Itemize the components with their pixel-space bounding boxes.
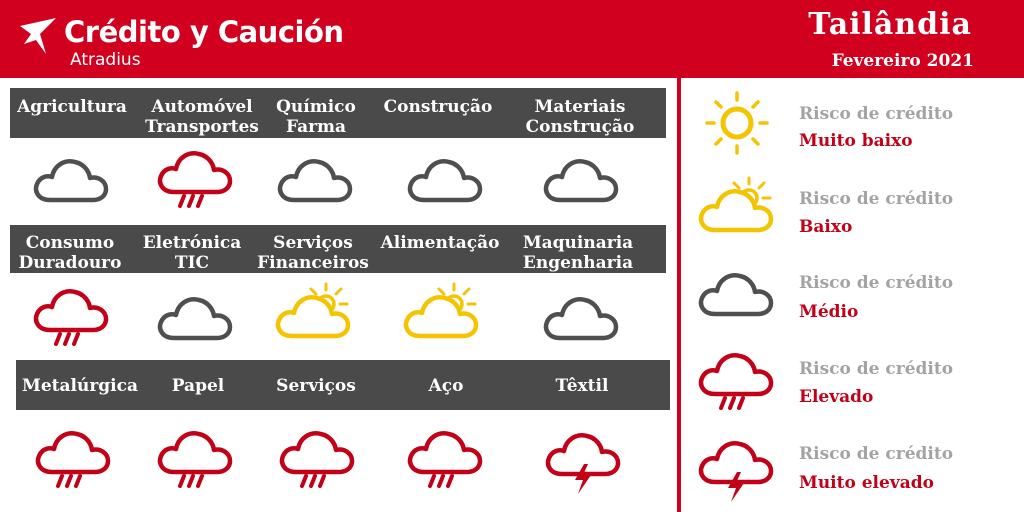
vertical-divider: [677, 78, 681, 512]
legend-value: Médio: [799, 302, 859, 322]
sector-label: Agricultura: [17, 97, 127, 117]
rain-cloud-icon: [697, 346, 777, 412]
brand-name: Crédito y Caución: [64, 15, 344, 49]
cloud-icon: [542, 284, 622, 350]
legend-label: Risco de crédito: [799, 104, 954, 124]
sector-label: Construção: [383, 97, 493, 117]
sun-cloud-icon: [274, 278, 354, 344]
rain-cloud-icon: [32, 282, 112, 348]
sector-label: Consumo Duradouro: [18, 233, 122, 273]
rain-cloud-icon: [34, 424, 114, 490]
legend-value: Muito baixo: [799, 131, 913, 151]
sector-label: Eletrónica TIC: [142, 233, 242, 273]
country-title: Tailândia: [808, 7, 972, 42]
sector-label: Serviços Financeiros: [257, 233, 369, 273]
cloud-icon: [697, 260, 777, 326]
rain-cloud-icon: [406, 424, 486, 490]
cloud-icon: [542, 146, 622, 212]
report-date: Fevereiro 2021: [831, 51, 974, 71]
header-bar: [0, 0, 1024, 78]
sector-label: Alimentação: [380, 233, 500, 253]
sector-label: Maquinaria Engenharia: [522, 233, 634, 273]
cloud-icon: [32, 146, 112, 212]
legend-label: Risco de crédito: [799, 444, 954, 464]
sun-cloud-icon: [697, 172, 777, 238]
sector-label: Têxtil: [555, 376, 609, 396]
legend-value: Elevado: [799, 387, 874, 407]
sector-label: Materiais Construção: [525, 97, 635, 137]
cloud-icon: [276, 146, 356, 212]
cloud-icon: [406, 146, 486, 212]
sector-label: Papel: [171, 376, 225, 396]
legend-value: Baixo: [799, 217, 853, 237]
legend-label: Risco de crédito: [799, 359, 954, 379]
sector-label: Metalúrgica: [22, 376, 138, 396]
rain-cloud-icon: [156, 424, 236, 490]
legend-label: Risco de crédito: [799, 189, 954, 209]
sector-label: Automóvel Transportes: [145, 97, 259, 137]
sun-cloud-icon: [402, 278, 482, 344]
legend-label: Risco de crédito: [799, 273, 954, 293]
sun-icon: [697, 90, 777, 156]
brand-subtitle: Atradius: [70, 50, 141, 70]
sector-label: Aço: [428, 376, 464, 396]
sector-label: Químico Farma: [276, 97, 356, 137]
sector-label: Serviços: [276, 376, 356, 396]
rain-cloud-icon: [156, 144, 236, 210]
cloud-icon: [156, 284, 236, 350]
storm-cloud-icon: [544, 428, 624, 494]
atradius-logo-icon: [16, 14, 62, 60]
legend-value: Muito elevado: [799, 473, 934, 493]
storm-cloud-icon: [697, 436, 777, 502]
rain-cloud-icon: [278, 424, 358, 490]
